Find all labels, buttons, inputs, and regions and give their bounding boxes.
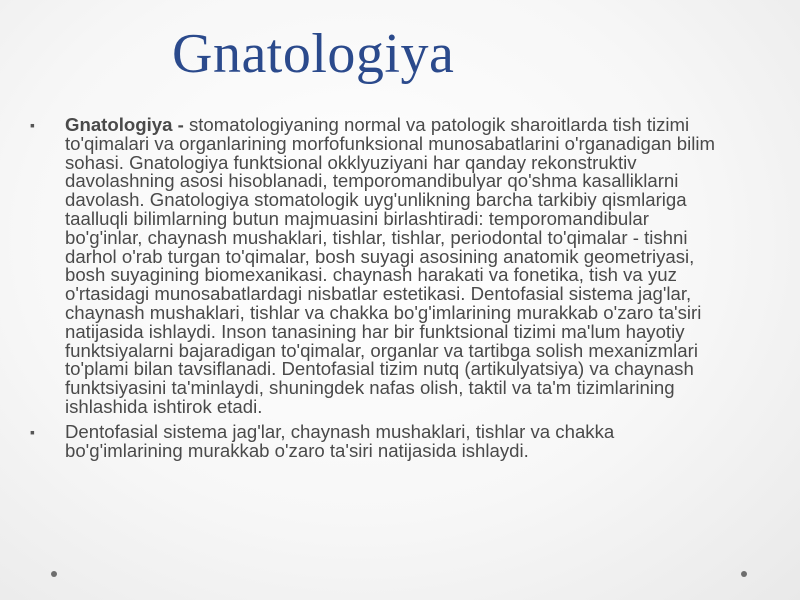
slide-title: Gnatologiya xyxy=(172,23,455,85)
bullet-icon: ▪ xyxy=(30,423,35,440)
bullet-item-dentofacial xyxy=(30,420,730,461)
dot-icon xyxy=(741,571,747,577)
bullet-icon: ▪ xyxy=(30,117,35,133)
bullet-item-definition xyxy=(30,116,730,417)
bullet-list xyxy=(30,116,730,466)
bullet-text: Dentofasial sistema jag'lar, chaynash mushaklari, tishlar va chakka bo'g'imlarining murakkab o'zaro ta'siri natijasida ishlaydi. xyxy=(65,420,615,461)
bullet-term: Gnatologiya - xyxy=(65,114,189,135)
bullet-text: stomatologiyaning normal va patologik sharoitlarda tish tizimi to'qimalari va organlarining morfofunksional munosabatlarini o'rganadigan bilim sohasi. Gnatologiya funktsional okklyuziyani har qanday rekonstruktiv davolashning asosi hisoblanadi, temporomandibulyar qo'shma kasalliklarni davolash. Gnatologiya stomatologik uyg'unlikning barcha tarkibiy qismlariga taalluqli bilimlarning butun majmuasini birlashtiradi: temporomandibular bo'g'inlar, chaynash mushaklari, tishlar, tishlar, periodontal to'qimalar - tishni darhol o'rab turgan to'qimalar, bosh suyagi asosining anatomik geometriyasi, bosh suyagining biomexanikasi. chaynash harakati va fonetika, tish va yuz o'rtasidagi munosabatlardagi nisbatlar estetikasi. Dentofasial sistema jag'lar, chaynash mushaklari, tishlar va chakka bo'g'imlarining murakkab o'zaro ta'siri natijasida ishlaydi. Inson tanasining har bir funktsional tizimi ma'lum hayotiy funktsiyalarni bajaradigan to'qimalar, organlar va tartibga solish mexanizmlari to'plami bilan tavsiflanadi. Dentofasial tizim nutq (artikulyatsiya) va chaynash funktsiyasini ta'minlaydi, shuningdek nafas olish, taktil va ta'm tizimlarining ishlashida ishtirok etadi. xyxy=(65,114,715,417)
dot-icon xyxy=(51,571,57,577)
